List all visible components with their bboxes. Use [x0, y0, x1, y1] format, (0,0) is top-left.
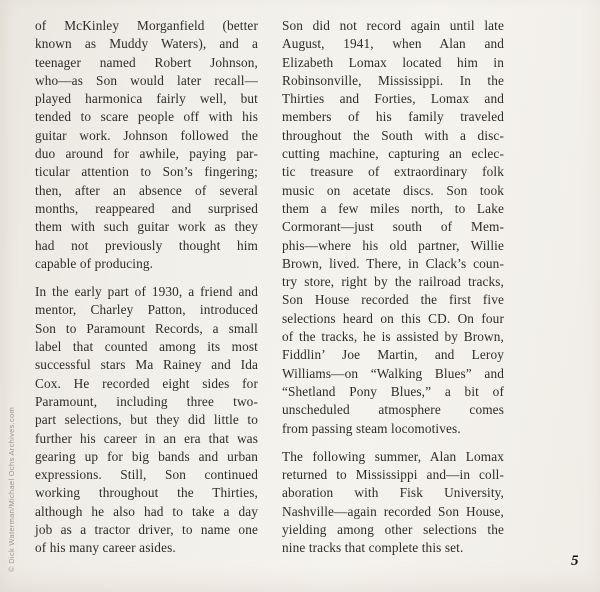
text-line: duo around for awhile, paying par-: [35, 146, 258, 162]
text-line: Nashville—again recorded Son House,: [282, 503, 504, 519]
text-line: aboration with Fisk University,: [282, 485, 504, 501]
paragraph: [35, 283, 258, 557]
text-line: Elizabeth Lomax located him in: [282, 54, 504, 70]
text-line: of McKinley Morganfield (better: [35, 18, 258, 33]
text-line: Paramount, including three two-: [35, 393, 258, 409]
text-line: who—as Son would later recall—: [35, 72, 258, 88]
text-line: try store, right by the railroad tracks,: [282, 274, 504, 290]
text-line: guitar work. Johnson followed the: [35, 127, 258, 143]
text-line: “Shetland Pony Blues,” a bit of: [282, 383, 504, 399]
text-column-left: [35, 17, 258, 568]
text-line: part selections, but they did little to: [35, 412, 258, 428]
text-line: of the tracks, he is assisted by Brown,: [282, 329, 504, 345]
text-line: members of his family traveled: [282, 109, 504, 125]
text-line: August, 1941, when Alan and: [282, 36, 504, 52]
text-line: known as Muddy Waters), and a: [35, 36, 258, 52]
paragraph: [35, 17, 258, 273]
text-line: unscheduled atmosphere comes: [282, 402, 504, 418]
text-line: tic treasure of extraordinary folk: [282, 164, 504, 180]
text-line: label that counted among its most: [35, 339, 258, 355]
text-line: yielding among other selections the: [282, 522, 504, 538]
text-line: although he also had to take a day: [35, 503, 258, 519]
text-line: Robinsonville, Mississippi. In the: [282, 72, 504, 88]
text-column-right: [282, 17, 504, 568]
text-line: working throughout the Thirties,: [35, 485, 258, 501]
text-line: nine tracks that complete this set.: [282, 540, 464, 556]
text-line: phis—where his old partner, Willie: [282, 237, 504, 253]
text-line: Thirties and Forties, Lomax and: [282, 91, 504, 107]
text-line: had not previously thought him: [35, 237, 258, 253]
text-line: successful stars Ma Rainey and Ida: [35, 357, 258, 373]
text-line: Brown, lived. There, in Clack’s coun-: [282, 255, 504, 271]
text-line: played harmonica fairly well, but: [35, 91, 258, 107]
text-line: of his many career asides.: [35, 540, 176, 556]
text-line: teenager named Robert Johnson,: [35, 54, 258, 70]
page-number: 5: [571, 553, 579, 569]
text-line: Williams—on “Walking Blues” and: [282, 365, 504, 381]
text-line: selections heard on this CD. On four: [282, 310, 504, 326]
paragraph: [282, 17, 504, 438]
text-line: music on acetate discs. Son took: [282, 182, 504, 198]
text-line: ticular attention to Son’s fingering;: [35, 164, 258, 180]
text-line: cutting machine, capturing an eclec-: [282, 146, 504, 162]
text-line: them a few miles north, to Lake: [282, 200, 504, 216]
text-line: Cormorant—just south of Mem-: [282, 219, 504, 235]
paragraph: [282, 448, 504, 558]
text-line: further his career in an era that was: [35, 430, 258, 446]
text-line: Son to Paramount Records, a small: [35, 320, 258, 336]
text-line: Son did not record again until late: [282, 18, 504, 33]
text-line: mentor, Charley Patton, introduced: [35, 302, 258, 318]
text-line: Fiddlin’ Joe Martin, and Leroy: [282, 347, 504, 363]
text-line: capable of producing.: [35, 255, 154, 271]
text-line: In the early part of 1930, a friend and: [35, 284, 258, 300]
text-line: Son House recorded the first five: [282, 292, 504, 308]
text-line: months, reappeared and surprised: [35, 200, 258, 216]
text-line: then, after an absence of several: [35, 182, 258, 198]
photo-credit: © Dick Waterman/Michael Ochs Archives.com: [7, 406, 16, 572]
text-line: throughout the South with a disc-: [282, 127, 504, 143]
text-line: from passing steam locomotives.: [282, 420, 461, 436]
text-line: Cox. He recorded eight sides for: [35, 375, 258, 391]
text-line: expressions. Still, Son continued: [35, 467, 258, 483]
text-line: tended to scare people off with his: [35, 109, 258, 125]
text-line: returned to Mississippi and—in coll-: [282, 467, 504, 483]
text-line: them with such guitar work as they: [35, 219, 258, 235]
text-line: gearing up for big bands and urban: [35, 448, 258, 464]
text-line: The following summer, Alan Lomax: [282, 448, 504, 464]
text-line: job as a tractor driver, to name one: [35, 522, 258, 538]
